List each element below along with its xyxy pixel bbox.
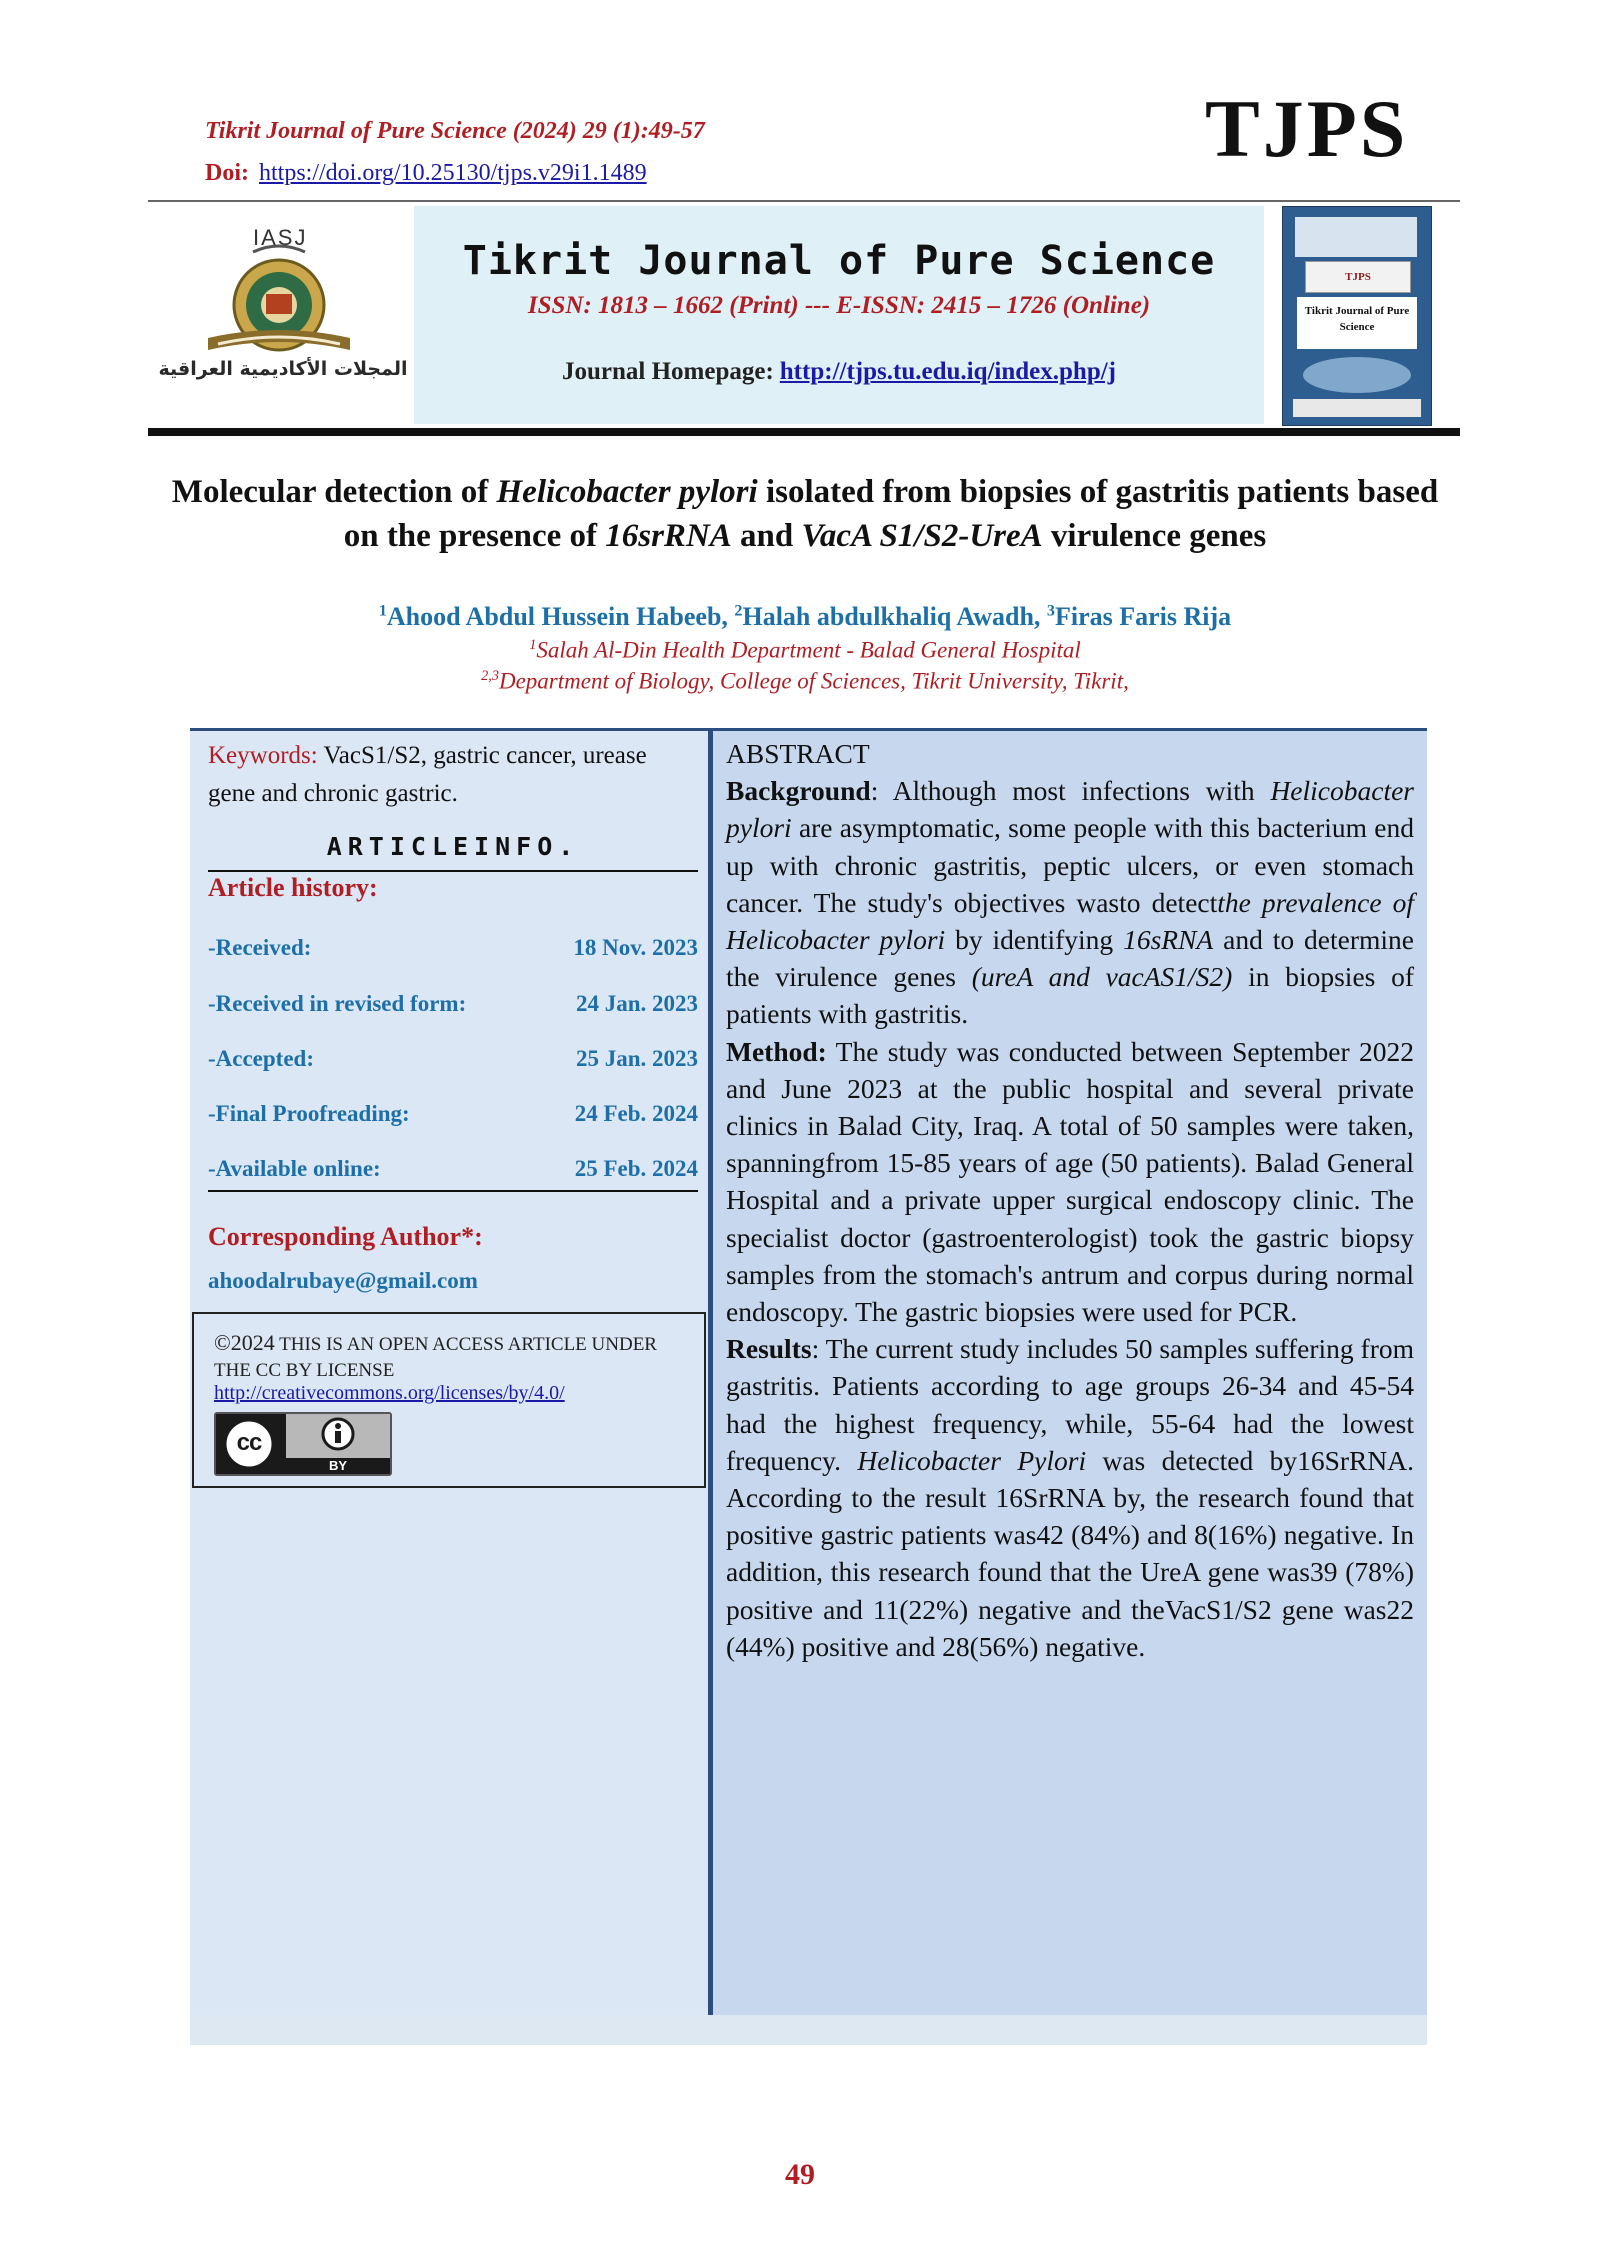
- license-text: ©2024 THIS IS AN OPEN ACCESS ARTICLE UNDER THE CC BY LICENSE: [214, 1330, 657, 1381]
- header-rule: [148, 200, 1460, 202]
- abstract-background: Background: Although most infections with Helicobacter pylori are asymptomatic, some people with this bacterium end up with chronic gastritis, peptic ulcers, or even stomach cancer. The study's objectives wasto detectthe prevalence of Helicobacter pylori by identifying 16sRNA and to determine the virulence genes (ureA and vacAS1/S2) in biopsies of patients with gastritis.: [726, 775, 1415, 1030]
- license-box: [192, 1312, 706, 1488]
- author: Ahood Abdul Hussein Habeeb,: [386, 602, 735, 631]
- article-info-rule: [208, 870, 698, 872]
- history-rule: [208, 1190, 698, 1192]
- panel-footer-band: [190, 2015, 1427, 2045]
- article-history-label: Article history:: [208, 873, 378, 902]
- affiliation-2: $^{2,3}$Department of Biology, College of Sciences, Tikrit University, Tikrit,: [481, 668, 1129, 694]
- page-number: 49: [785, 2158, 815, 2191]
- corresponding-author-label: Corresponding Author*:: [208, 1222, 483, 1251]
- abstract-heading: ABSTRACT: [726, 738, 870, 769]
- license-link[interactable]: http://creativecommons.org/licenses/by/4.0/: [214, 1382, 565, 1404]
- banner-rule: [148, 428, 1460, 436]
- doi-link[interactable]: https://doi.org/10.25130/tjps.v29i1.1489: [259, 160, 647, 186]
- history-row-received: -Received: 18 Nov. 2023: [208, 935, 698, 960]
- panel-divider: [708, 730, 713, 2015]
- history-row-proofreading: -Final Proofreading: 24 Feb. 2024: [208, 1101, 698, 1126]
- cover-title: Tikrit Journal of Pure Science: [1297, 297, 1417, 349]
- author: Firas Faris Rija: [1054, 602, 1232, 631]
- history-row-accepted: -Accepted: 25 Jan. 2023: [208, 1046, 698, 1071]
- iasj-logo: [148, 210, 410, 422]
- abstract: [726, 735, 1414, 1665]
- iasj-emblem-icon: [148, 210, 410, 422]
- issn: ISSN: 1813 – 1662 (Print) --- E-ISSN: 2415 – 1726 (Online): [527, 292, 1151, 319]
- author-list: $^1$Ahood Abdul Hussein Habeeb, $^2$Halah abdulkhaliq Awadh, $^3$Firas Faris Rija: [378, 602, 1232, 631]
- doi-label: Doi:: [205, 160, 249, 186]
- abstract-method: Method: The study was conducted between September 2022 and June 2023 at the public hospital and several private clinics in Balad City, Iraq. A total of 50 samples were taken, spanningfrom 15-85 years of age (50 patients). Balad General Hospital and a private upper surgical endoscopy clinic. The specialist doctor (gastroenterologist) took the gastric biopsy samples from the stomach's antrum and corpus during normal endoscopy. The gastric biopsies were used for PCR.: [726, 1035, 1414, 1328]
- keywords: [208, 737, 678, 813]
- journal-homepage: [414, 358, 1264, 386]
- journal-cover-image: [1282, 206, 1432, 426]
- keywords-text: VacS1/S2, gastric cancer, urease gene and chronic gastric.: [208, 742, 647, 807]
- corresponding-author-email[interactable]: ahoodalrubaye@gmail.com: [208, 1268, 478, 1293]
- author: Halah abdulkhaliq Awadh,: [742, 602, 1047, 631]
- journal-citation: Tikrit Journal of Pure Science (2024) 29 (1):49-57: [205, 118, 705, 144]
- homepage-label: Journal Homepage:: [561, 358, 774, 385]
- article-info-heading: ARTICLEINFO.: [326, 832, 580, 861]
- panel-top-rule: [190, 728, 1427, 731]
- cover-small-title: TJPS: [1305, 261, 1411, 293]
- cc-by-badge: [214, 1412, 392, 1476]
- journal-name: Tikrit Journal of Pure Science: [462, 238, 1216, 284]
- cc-label: cc: [236, 1429, 262, 1456]
- history-row-revised: -Received in revised form: 24 Jan. 2023: [208, 991, 698, 1016]
- affiliation-1: $^1$Salah Al-Din Health Department - Balad General Hospital: [529, 637, 1081, 663]
- iasj-label: IASJ: [253, 225, 308, 250]
- journal-mark: TJPS: [1205, 83, 1409, 174]
- doi-line: [205, 160, 647, 187]
- history-row-online: -Available online: 25 Feb. 2024: [208, 1156, 698, 1181]
- iasj-arabic-label: المجلات الأكاديمية العراقية: [158, 358, 408, 380]
- paper-title: Molecular detection of Helicobacter pylori isolated from biopsies of gastritis patients based on the presence of 16srRNA and VacA S1/S2-UreA virulence genes: [171, 474, 1439, 554]
- homepage-link[interactable]: http://tjps.tu.edu.iq/index.php/j: [779, 358, 1116, 385]
- abstract-results: Results: The current study includes 50 samples suffering from gastritis. Patients according to age groups 26-34 and 45-54 had the highest frequency, while, 55-64 had the lowest frequency. Helicobacter Pylori was detected by16SrRNA. According to the result 16SrRNA by, the research found that positive gastric patients was42 (84%) and 8(16%) negative. In addition, this research found that the UreA gene was39 (78%) positive and 11(22%) negative and theVacS1/S2 gene was22 (44%) positive and 28(56%) negative.: [726, 1333, 1414, 1662]
- keywords-label: Keywords:: [208, 742, 318, 769]
- by-label: BY: [328, 1458, 348, 1473]
